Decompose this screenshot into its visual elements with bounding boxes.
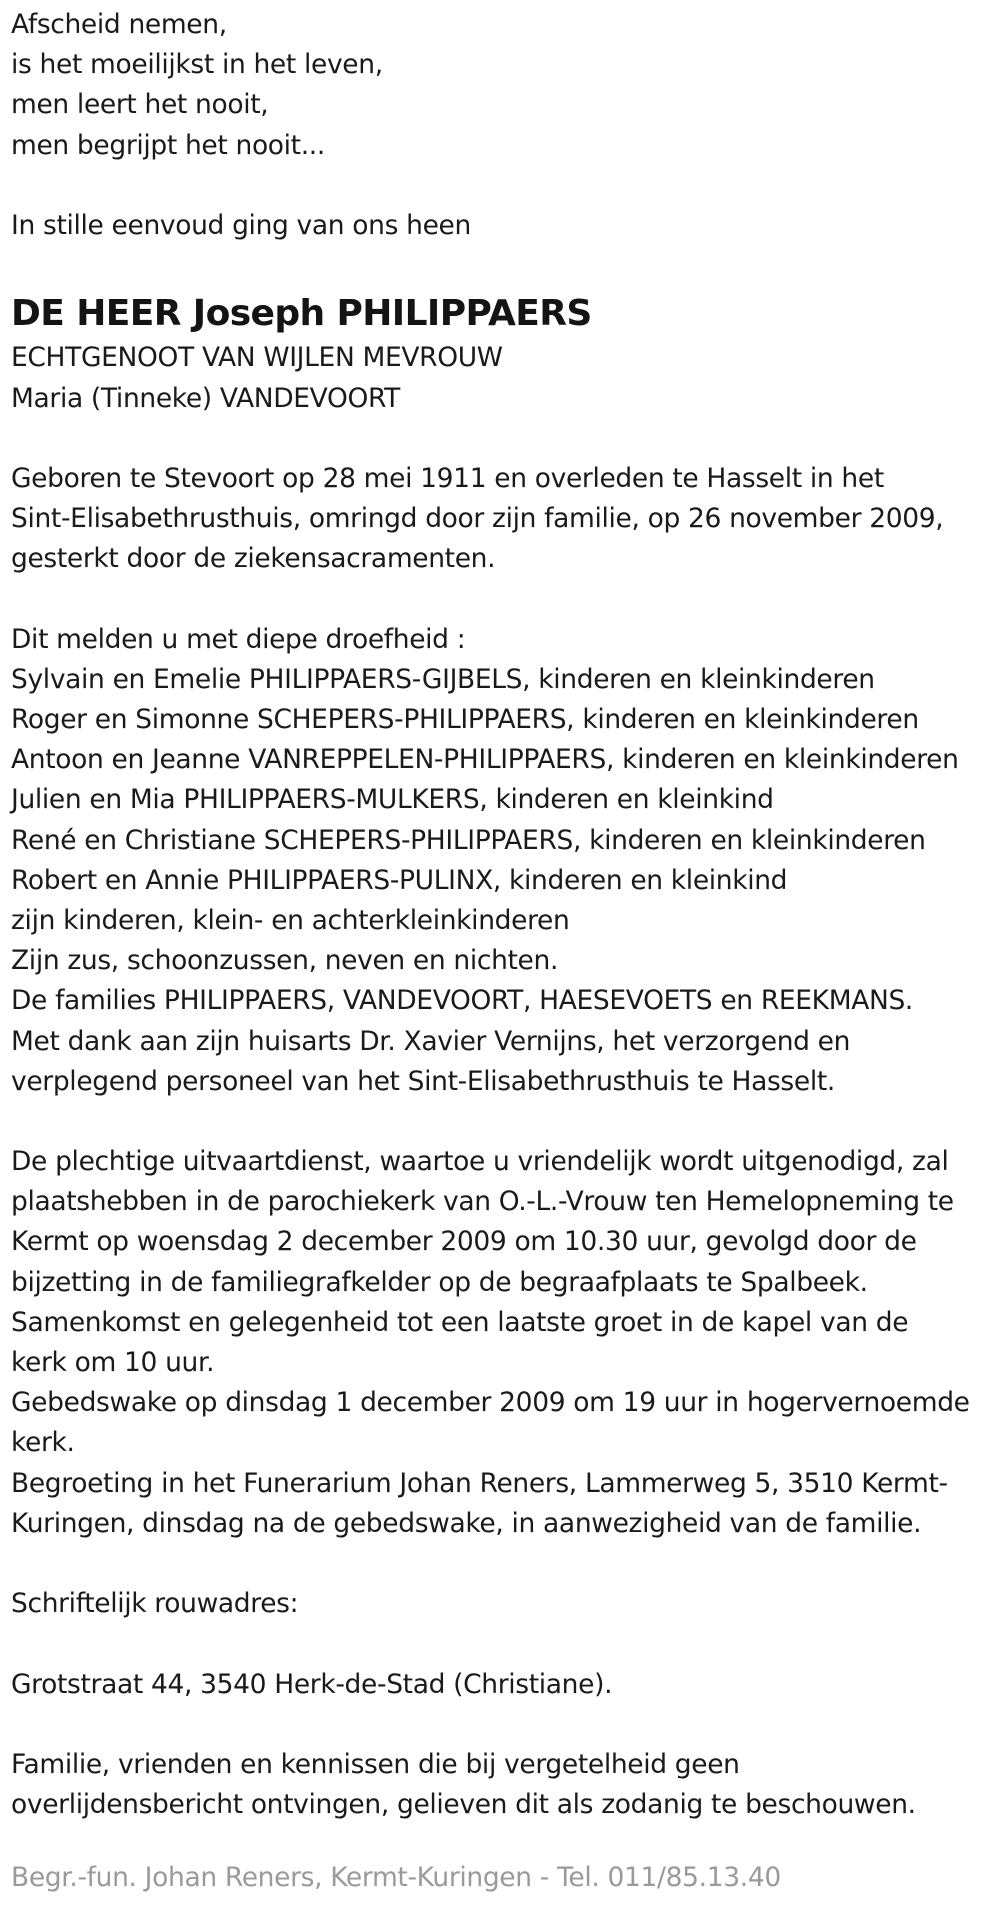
ceremony-line: Samenkomst en gelegenheid tot een laatste groet in de kapel van de [11, 1306, 909, 1338]
address-label: Schriftelijk rouwadres: [11, 1588, 299, 1620]
announcement-line: Antoon en Jeanne VANREPPELEN-PHILIPPAERS, kinderen en kleinkinderen [11, 744, 959, 776]
closing-line: overlijdensbericht ontvingen, gelieven dit als zodanig te beschouwen. [11, 1789, 916, 1821]
spacer [11, 1624, 996, 1664]
ceremony-line: De plechtige uitvaartdienst, waartoe u vriendelijk wordt uitgenodigd, zal [11, 1146, 949, 1178]
funeral-home-footer: Begr.-fun. Johan Reners, Kermt-Kuringen - Tel. 011/85.13.40 [11, 1862, 781, 1893]
closing-line: Familie, vrienden en kennissen die bij vergetelheid geen [11, 1748, 740, 1780]
spacer [11, 1102, 996, 1142]
announcement-line: zijn kinderen, klein- en achterkleinkinderen [11, 904, 570, 936]
spacer [11, 579, 996, 619]
paragraph-line: Geboren te Stevoort op 28 mei 1911 en overleden te Hasselt in het [11, 462, 884, 494]
ceremony-line: kerk. [11, 1427, 75, 1459]
ceremony-line: Kuringen, dinsdag na de gebedswake, in aanwezigheid van de familie. [11, 1507, 922, 1539]
intro-text: In stille eenvoud ging van ons heen [11, 209, 471, 241]
poem [11, 5, 996, 166]
spouse-line: ECHTGENOOT VAN WIJLEN MEVROUW [11, 342, 503, 374]
obituary-notice [11, 5, 996, 1825]
ceremony-line: plaatshebben in de parochiekerk van O.-L.-Vrouw ten Hemelopneming te [11, 1186, 954, 1218]
announcement-line: Dit melden u met diepe droefheid : [11, 623, 466, 655]
announcement-line: Met dank aan zijn huisarts Dr. Xavier Vernijns, het verzorgend en [11, 1025, 851, 1057]
poem-line: Afscheid nemen, [11, 9, 227, 40]
spacer [11, 1544, 996, 1584]
ceremony-line: bijzetting in de familiegrafkelder op de begraafplaats te Spalbeek. [11, 1266, 868, 1298]
poem-line: men begrijpt het nooit... [11, 129, 325, 161]
poem-line: men leert het nooit, [11, 89, 269, 121]
spacer [11, 166, 996, 206]
closing-note [11, 1745, 996, 1825]
ceremony-details [11, 1142, 996, 1544]
announcement-line: Robert en Annie PHILIPPAERS-PULINX, kinderen en kleinkind [11, 864, 788, 896]
spacer [11, 419, 996, 459]
announcement-line: Roger en Simonne SCHEPERS-PHILIPPAERS, kinderen en kleinkinderen [11, 704, 919, 735]
ceremony-line: kerk om 10 uur. [11, 1347, 215, 1378]
announcement-line: Julien en Mia PHILIPPAERS-MULKERS, kinderen en kleinkind [11, 784, 774, 816]
deceased-name: DE HEER Joseph PHILIPPAERS [11, 293, 592, 335]
spouse-info [11, 338, 996, 418]
spouse-line: Maria (Tinneke) VANDEVOORT [11, 382, 400, 414]
announcement-line: René en Christiane SCHEPERS-PHILIPPAERS, kinderen en kleinkinderen [11, 824, 926, 856]
announcement-line: verplegend personeel van het Sint-Elisabethrusthuis te Hasselt. [11, 1065, 835, 1097]
mourning-address: Grotstraat 44, 3540 Herk-de-Stad (Christiane). [11, 1668, 613, 1700]
poem-line: is het moeilijkst in het leven, [11, 49, 383, 81]
paragraph-line: gesterkt door de ziekensacramenten. [11, 543, 496, 575]
family-announcement [11, 620, 996, 1102]
spacer [11, 1705, 996, 1745]
announcement-line: Sylvain en Emelie PHILIPPAERS-GIJBELS, kinderen en kleinkinderen [11, 663, 875, 695]
spacer [11, 246, 996, 286]
announcement-line: Zijn zus, schoonzussen, neven en nichten. [11, 945, 559, 977]
paragraph-line: Sint-Elisabethrusthuis, omringd door zijn familie, op 26 november 2009, [11, 503, 944, 535]
birth-death-paragraph [11, 459, 996, 580]
announcement-line: De families PHILIPPAERS, VANDEVOORT, HAESEVOETS en REEKMANS. [11, 985, 914, 1017]
ceremony-line: Gebedswake op dinsdag 1 december 2009 om 19 uur in hogervernoemde [11, 1387, 970, 1419]
ceremony-line: Begroeting in het Funerarium Johan Reners, Lammerweg 5, 3510 Kermt- [11, 1467, 948, 1499]
ceremony-line: Kermt op woensdag 2 december 2009 om 10.30 uur, gevolgd door de [11, 1226, 917, 1258]
